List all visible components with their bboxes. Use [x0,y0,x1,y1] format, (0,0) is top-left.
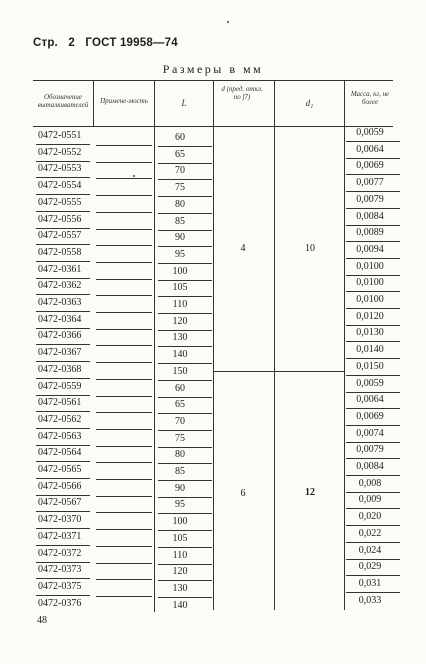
row-designation: 0472-0376 [38,597,82,609]
row-length: 130 [172,582,188,594]
row-designation: 0472-0558 [38,246,82,258]
row-designation: 0472-0366 [38,330,82,342]
row-designation: 0472-0555 [38,196,82,208]
row-rule [96,245,152,246]
row-rule [158,263,212,264]
row-rule [158,363,212,364]
row-mass: 0,0100 [356,294,384,305]
row-rule [346,225,400,226]
row-rule [36,144,90,145]
row-mass: 0,0074 [356,427,384,439]
row-length: 120 [172,566,188,578]
row-mass: 0,0064 [356,394,384,406]
row-rule [96,496,152,497]
row-rule [96,529,152,530]
row-designation: 0472-0363 [38,297,82,308]
col-divider [213,80,214,610]
row-mass: 0,0094 [356,243,384,255]
row-rule [346,408,400,409]
row-rule [158,480,212,481]
row-rule [96,412,152,413]
row-mass: 0,0079 [356,444,384,456]
row-length: 100 [172,516,188,528]
row-rule [346,325,400,326]
row-rule [158,330,212,331]
row-length: 140 [172,349,188,361]
row-rule [158,246,212,247]
row-rule [96,178,152,179]
standard-code: ГОСТ 19958—74 [85,37,178,49]
row-rule [346,141,400,142]
row-rule [36,445,90,446]
row-rule [158,380,212,381]
row-length: 140 [172,599,188,611]
row-rule [346,442,400,443]
row-rule [96,162,152,163]
row-rule [158,163,212,164]
row-mass: 0,0130 [356,327,384,339]
row-rule [346,542,400,543]
row-rule [36,528,90,529]
row-mass: 0,029 [358,561,382,573]
row-rule [158,196,212,197]
row-rule [158,280,212,281]
row-length: 100 [172,265,188,277]
row-length: 70 [175,415,185,427]
row-mass: 0,0059 [356,127,384,138]
group-divider [213,371,344,372]
row-rule [96,262,152,263]
row-mass: 0,0079 [356,193,384,205]
row-rule [96,212,152,213]
row-rule [158,346,212,347]
col-header-application: Примене-мость [100,97,148,105]
group1-d: 4 [240,243,246,254]
row-designation: 0472-0567 [38,497,82,509]
row-rule [158,580,212,581]
row-length: 95 [175,499,185,511]
row-rule [346,258,400,259]
row-length: 110 [172,299,188,310]
speck [227,21,229,23]
page-number-top: 2 [68,37,75,49]
row-length: 130 [172,332,188,344]
row-designation: 0472-0564 [38,447,82,459]
col-header-mass: Масса, кг, не более [350,90,390,106]
row-rule [36,545,90,546]
row-mass: 0,0084 [356,210,384,222]
row-length: 105 [172,532,188,544]
row-rule [96,512,152,513]
speck [133,175,135,177]
row-mass: 0,0077 [356,177,384,189]
row-length: 80 [175,198,185,210]
col-divider [154,80,155,612]
col-header-d1: d₁ [305,98,314,108]
page-label: Стр. [33,37,58,49]
row-rule [36,278,90,279]
group2-d1: 12 [305,487,315,498]
row-rule [36,361,90,362]
row-rule [96,345,152,346]
row-rule [158,430,212,431]
page-header [33,37,185,49]
row-rule [36,261,90,262]
row-length: 85 [175,215,185,227]
row-rule [158,547,212,548]
row-rule [346,475,400,476]
row-rule [158,146,212,147]
row-rule [96,429,152,430]
row-rule [346,358,400,359]
row-rule [346,392,400,393]
row-designation: 0472-0367 [38,347,82,359]
row-rule [346,291,400,292]
row-length: 75 [175,432,185,444]
row-rule [36,161,90,162]
col-header-designation: Обозначение выталкивателей [37,93,89,109]
row-length: 85 [175,466,185,477]
row-mass: 0,0069 [356,410,384,422]
row-rule [96,563,152,564]
row-rule [346,275,400,276]
row-rule [346,341,400,342]
row-designation: 0472-0362 [38,280,82,292]
row-rule [346,559,400,560]
row-designation: 0472-0371 [38,530,82,542]
row-rule [36,344,90,345]
row-length: 75 [175,182,185,194]
row-rule [36,328,90,329]
row-rule [158,179,212,180]
row-designation: 0472-0368 [38,363,82,375]
row-rule [96,379,152,380]
col-header-d: d (пред. откл. по f7) [221,85,263,101]
row-mass: 0,009 [358,494,382,506]
row-designation: 0472-0372 [38,547,82,559]
row-length: 110 [172,549,188,561]
row-rule [346,208,400,209]
page-number-bottom: 48 [37,615,47,626]
row-mass: 0,0150 [356,360,384,372]
row-rule [96,596,152,597]
row-mass: 0,0120 [356,310,384,322]
row-rule [36,595,90,596]
row-rule [346,458,400,459]
row-rule [158,497,212,498]
row-mass: 0,0140 [356,344,384,356]
row-designation: 0472-0559 [38,380,82,392]
row-designation: 0472-0554 [38,180,82,192]
row-rule [96,479,152,480]
row-length: 90 [175,232,185,244]
row-rule [36,411,90,412]
row-rule [158,513,212,514]
row-rule [96,279,152,280]
table-title: Размеры в мм [162,62,264,76]
row-rule [36,395,90,396]
row-rule [96,145,152,146]
row-rule [96,579,152,580]
row-length: 80 [175,449,185,461]
row-designation: 0472-0563 [38,430,82,442]
row-rule [346,174,400,175]
row-rule [346,158,400,159]
row-rule [36,244,90,245]
row-rule [36,578,90,579]
row-rule [346,425,400,426]
row-rule [36,378,90,379]
row-rule [346,191,400,192]
row-designation: 0472-0561 [38,397,82,409]
row-rule [96,362,152,363]
row-rule [36,228,90,229]
row-designation: 0472-0562 [38,413,82,425]
row-rule [346,308,400,309]
row-rule [158,597,212,598]
row-length: 65 [175,148,185,160]
row-mass: 0,0064 [356,143,384,155]
row-designation: 0472-0565 [38,464,82,475]
row-rule [36,177,90,178]
row-length: 60 [175,382,185,394]
row-designation: 0472-0364 [38,313,82,325]
row-designation: 0472-0557 [38,230,82,242]
col-header-L: L [181,98,187,108]
row-designation: 0472-0370 [38,514,82,526]
row-rule [96,329,152,330]
row-rule [158,230,212,231]
row-rule [158,397,212,398]
row-rule [36,461,90,462]
row-designation: 0472-0375 [38,580,82,592]
row-rule [158,530,212,531]
row-rule [96,462,152,463]
row-rule [346,241,400,242]
row-rule [346,592,400,593]
row-rule [96,396,152,397]
row-designation: 0472-0552 [38,146,82,158]
row-designation: 0472-0553 [38,163,82,175]
row-rule [96,546,152,547]
row-rule [36,194,90,195]
row-rule [36,562,90,563]
row-designation: 0472-0556 [38,213,82,225]
row-mass: 0,0100 [356,260,384,272]
row-rule [158,564,212,565]
row-rule [346,492,400,493]
row-rule [96,446,152,447]
row-mass: 0,031 [358,577,382,589]
row-rule [36,511,90,512]
row-designation: 0472-0551 [38,130,82,141]
row-mass: 0,0084 [356,461,384,472]
row-rule [158,447,212,448]
row-rule [346,508,400,509]
group2-d: 6 [240,488,246,499]
row-mass: 0,020 [358,511,382,523]
row-mass: 0,008 [358,477,382,489]
row-length: 105 [172,282,188,294]
row-rule [36,495,90,496]
row-mass: 0,0059 [356,377,384,389]
row-length: 120 [172,315,188,327]
row-rule [96,195,152,196]
row-rule [158,296,212,297]
row-rule [36,294,90,295]
row-mass: 0,0100 [356,277,384,289]
row-designation: 0472-0361 [38,263,82,275]
row-rule [96,229,152,230]
row-mass: 0,0089 [356,227,384,239]
row-rule [36,428,90,429]
row-rule [36,211,90,212]
row-designation: 0472-0566 [38,480,82,492]
row-length: 60 [175,132,185,143]
row-mass: 0,022 [358,527,382,539]
row-mass: 0,024 [358,544,382,556]
row-mass: 0,0069 [356,160,384,172]
row-rule [96,312,152,313]
row-rule [346,575,400,576]
row-rule [158,463,212,464]
row-rule [36,478,90,479]
row-rule [36,311,90,312]
group1-d1: 10 [305,243,315,254]
row-rule [158,213,212,214]
row-rule [96,295,152,296]
row-length: 90 [175,482,185,494]
row-length: 95 [175,248,185,260]
row-length: 70 [175,165,185,177]
row-length: 150 [172,365,188,377]
row-length: 65 [175,399,185,411]
col-divider [274,80,275,610]
row-rule [346,375,400,376]
row-rule [346,525,400,526]
row-rule [158,413,212,414]
row-designation: 0472-0373 [38,564,82,576]
row-mass: 0,033 [358,594,382,606]
row-rule [158,313,212,314]
